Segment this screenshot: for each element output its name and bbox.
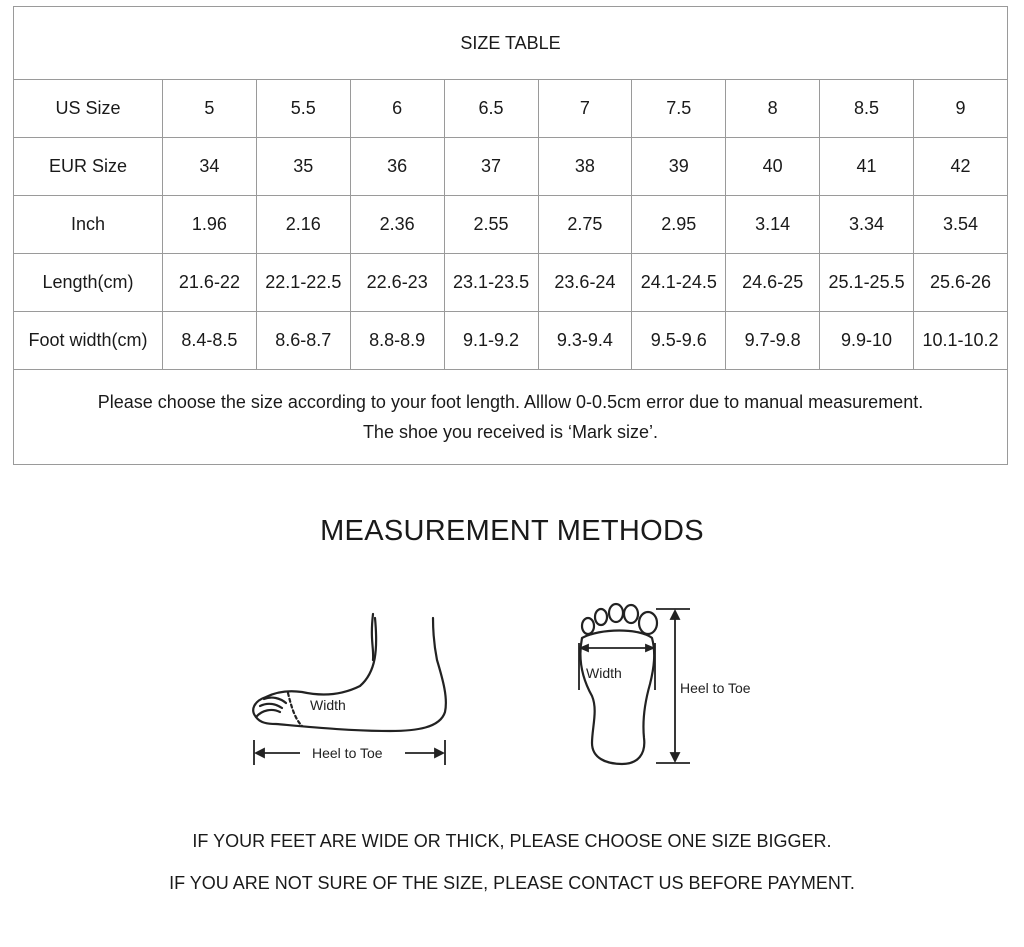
table-cell: 9.3-9.4 (538, 312, 632, 370)
table-cell: 38 (538, 138, 632, 196)
table-cell: 6 (350, 80, 444, 138)
top-view-foot-diagram (570, 598, 785, 773)
table-cell: 25.1-25.5 (820, 254, 914, 312)
table-cell: 34 (163, 138, 257, 196)
top-width-arrow-left (581, 645, 588, 651)
side-arrow-left (256, 749, 264, 757)
table-row (14, 254, 1008, 312)
sole-outline (580, 631, 654, 765)
note-line-1: Please choose the size according to your foot length. Alllow 0-0.5cm error due to manual measurement. (97, 392, 924, 412)
top-width-arrow-right (646, 645, 653, 651)
table-cell: 8.8-8.9 (350, 312, 444, 370)
table-cell: 2.16 (256, 196, 350, 254)
table-cell: 8.6-8.7 (256, 312, 350, 370)
table-cell: 22.1-22.5 (256, 254, 350, 312)
row-label: Length(cm) (14, 254, 163, 312)
table-cell: 5 (163, 80, 257, 138)
note-line-2: The shoe you received is ‘Mark size’. (362, 422, 659, 442)
table-cell: 9.9-10 (820, 312, 914, 370)
toe-4-icon (595, 609, 607, 625)
table-cell: 25.6-26 (914, 254, 1008, 312)
row-label: EUR Size (14, 138, 163, 196)
table-cell: 24.1-24.5 (632, 254, 726, 312)
table-cell: 39 (632, 138, 726, 196)
table-title: SIZE TABLE (14, 7, 1008, 80)
table-cell: 1.96 (163, 196, 257, 254)
top-width-label: Width (586, 665, 622, 681)
table-cell: 2.36 (350, 196, 444, 254)
table-cell: 35 (256, 138, 350, 196)
top-length-arrow-down (671, 753, 679, 761)
side-view-foot-diagram (240, 600, 470, 785)
table-cell: 36 (350, 138, 444, 196)
table-cell: 3.34 (820, 196, 914, 254)
note-cell (14, 370, 1008, 465)
note-section (14, 370, 1008, 465)
measurement-title: MEASUREMENT METHODS (320, 515, 704, 547)
table-cell: 8.4-8.5 (163, 312, 257, 370)
top-length-label: Heel to Toe (680, 680, 751, 696)
table-cell: 42 (914, 138, 1008, 196)
note-row (14, 370, 1008, 465)
table-cell: 40 (726, 138, 820, 196)
table-cell: 2.75 (538, 196, 632, 254)
size-table (13, 6, 1008, 465)
toe-5-icon (582, 618, 594, 634)
table-cell: 37 (444, 138, 538, 196)
table-row (14, 312, 1008, 370)
table-cell: 3.14 (726, 196, 820, 254)
size-rows (14, 80, 1008, 370)
table-cell: 7 (538, 80, 632, 138)
table-cell: 24.6-25 (726, 254, 820, 312)
side-foot-width-line (288, 693, 302, 726)
table-cell: 7.5 (632, 80, 726, 138)
big-toe-icon (639, 612, 657, 634)
table-cell: 21.6-22 (163, 254, 257, 312)
row-label: Foot width(cm) (14, 312, 163, 370)
title-row (14, 7, 1008, 80)
side-arrow-right (435, 749, 443, 757)
tip-contact-us: IF YOU ARE NOT SURE OF THE SIZE, PLEASE CONTACT US BEFORE PAYMENT. (169, 873, 855, 893)
table-cell: 9.7-9.8 (726, 312, 820, 370)
row-label: US Size (14, 80, 163, 138)
table-cell: 9.1-9.2 (444, 312, 538, 370)
side-foot-outline (253, 618, 446, 731)
table-row (14, 138, 1008, 196)
table-cell: 10.1-10.2 (914, 312, 1008, 370)
top-length-arrow-up (671, 611, 679, 619)
side-foot-ankle (372, 614, 373, 660)
size-table-body (14, 7, 1008, 80)
table-cell: 6.5 (444, 80, 538, 138)
table-cell: 9.5-9.6 (632, 312, 726, 370)
side-length-label: Heel to Toe (312, 745, 383, 761)
toe-3-icon (609, 604, 623, 622)
table-cell: 22.6-23 (350, 254, 444, 312)
table-cell: 5.5 (256, 80, 350, 138)
table-cell: 3.54 (914, 196, 1008, 254)
table-cell: 8 (726, 80, 820, 138)
table-cell: 2.95 (632, 196, 726, 254)
side-width-label: Width (310, 697, 346, 713)
table-cell: 9 (914, 80, 1008, 138)
table-cell: 23.1-23.5 (444, 254, 538, 312)
table-row (14, 80, 1008, 138)
row-label: Inch (14, 196, 163, 254)
toe-2-icon (624, 605, 638, 623)
table-cell: 23.6-24 (538, 254, 632, 312)
tip-wide-feet: IF YOUR FEET ARE WIDE OR THICK, PLEASE CHOOSE ONE SIZE BIGGER. (192, 831, 832, 851)
table-cell: 2.55 (444, 196, 538, 254)
table-row (14, 196, 1008, 254)
table-cell: 41 (820, 138, 914, 196)
table-cell: 8.5 (820, 80, 914, 138)
